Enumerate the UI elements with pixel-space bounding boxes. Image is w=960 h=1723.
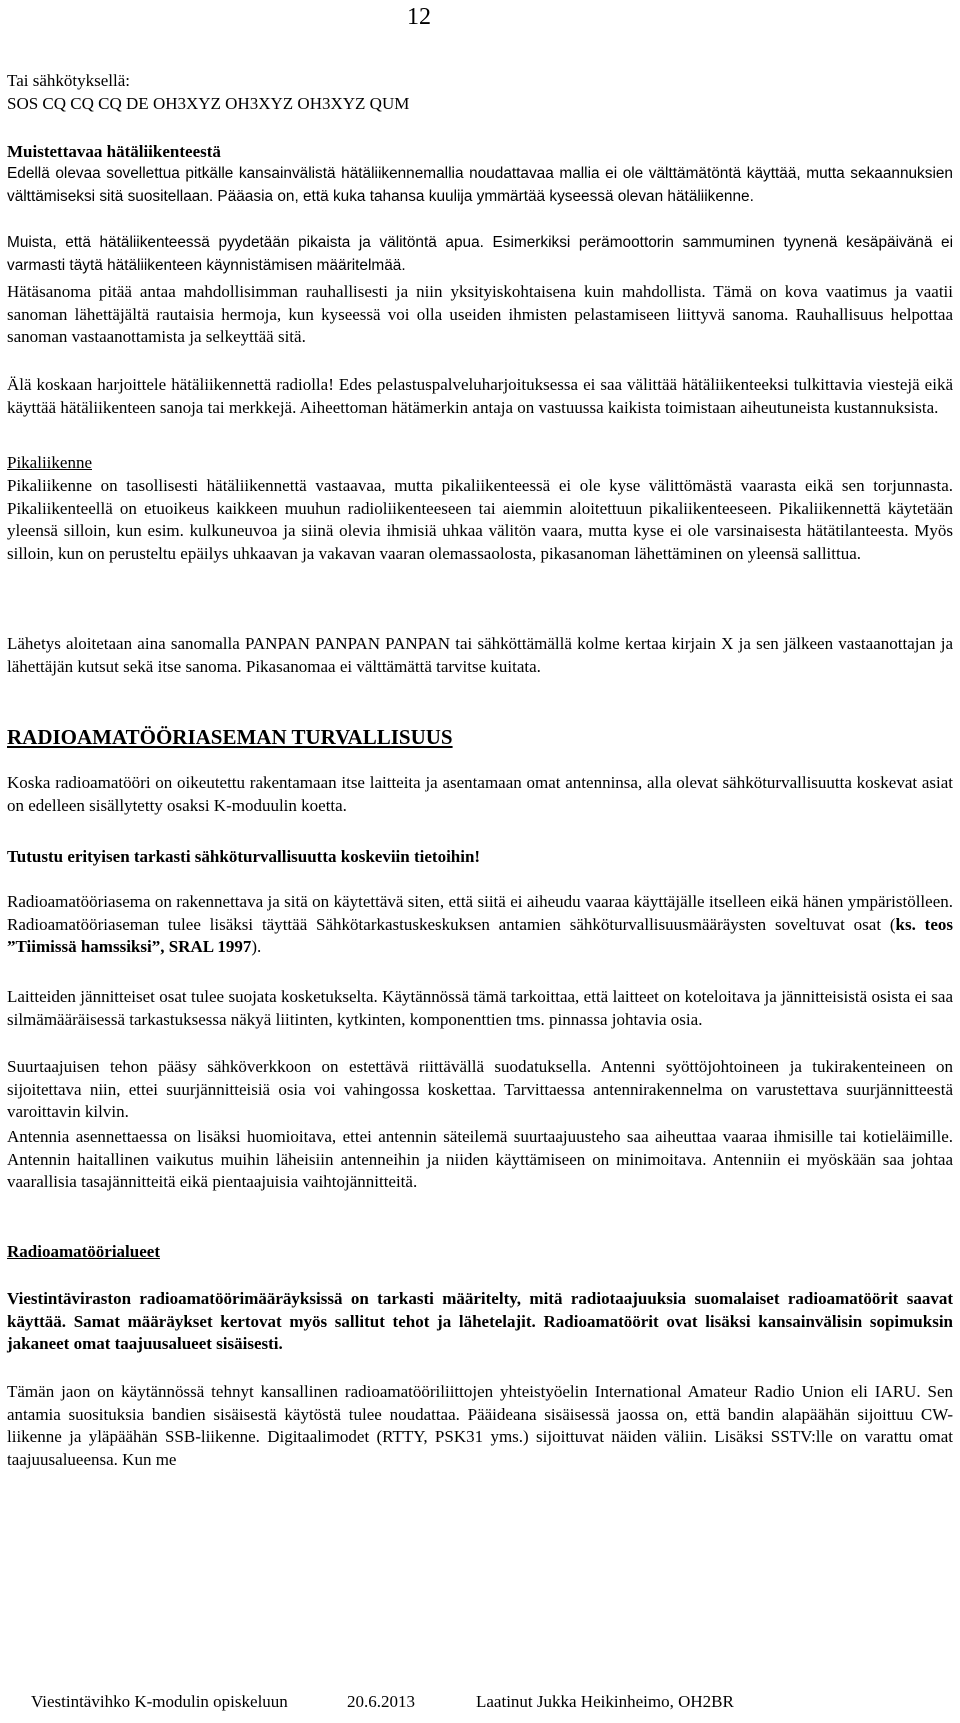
section-heading-pikaliikenne: Pikaliikenne: [7, 453, 92, 472]
paragraph: Suurtaajuisen tehon pääsy sähköverkkoon on estettävä riittävällä suodatuksella. Antenni syöttöjohtoineen ja tukirakenteineen on sijoitettava niin, ettei suurjännitteisiä osia voi vahingossa koskettaa. Tarvittaessa antennirakennelma on varustettava suurjännitteestä varoittavin kilvin.: [7, 1057, 953, 1122]
paragraph: Tämän jaon on käytännössä tehnyt kansallinen radioamatööriliittojen yhteistyöelin International Amateur Radio Union eli IARU. Sen antamia suosituksia bandien sisäisestä käytöstä tulee noudattaa. Pääideana sisäisessä jaossa on, että bandin alapäähän sijoittuu CW-liikenne ja yläpäähän SSB-liikenne. Digitaalimodet (RTTY, PSK31 yms.) sijoittuvat näiden väliin. Lisäksi SSTV:lle on varattu omat taajuusalueensa. Kun me: [7, 1382, 953, 1469]
paragraph: Antennia asennettaessa on lisäksi huomioitava, ettei antennin säteilemä suurtaajuusteho saa aiheuttaa vaaraa ihmisille tai kotieläimille. Antennin haitallinen vaikutus muihin läheisiin antenneihin ja niiden käyttämiseen on minimoitava. Antenniin ei myöskään saa johtaa vaarallisia tasajännitteitä eikä pientaajuisia vaihtojännitteitä.: [7, 1127, 953, 1192]
bold-paragraph: Viestintäviraston radioamatöörimääräyksissä on tarkasti määritelty, mitä radiotaajuuksia suomalaiset radioamatöörit saavat käyttää. Samat määräykset kertovat myös sallitut tehot ja lähetelajit. Radioamatöörit ovat lisäksi kansainvälisin sopimuksin jakaneet omat taajuusalueet sisäisesti.: [7, 1289, 953, 1354]
section-heading-turvallisuus: RADIOAMATÖÖRIASEMAN TURVALLISUUS: [7, 725, 453, 749]
intro-line-1: Tai sähkötyksellä:: [7, 71, 130, 90]
paragraph: Muista, että hätäliikenteessä pyydetään pikaista ja välitöntä apua. Esimerkiksi perämoottorin sammuminen tyynenä kesäpäivänä ei varmasti täytä hätäliikenteen käynnistämisen määritelmää.: [7, 234, 953, 274]
paragraph: [7, 891, 953, 959]
page-number: 12: [407, 4, 431, 30]
footer-title: Viestintävihko K-modulin opiskeluun: [31, 1692, 288, 1711]
intro-sos-line: SOS CQ CQ CQ DE OH3XYZ OH3XYZ OH3XYZ QUM: [7, 94, 410, 113]
bold-notice: Tutustu erityisen tarkasti sähköturvallisuutta koskeviin tietoihin!: [7, 847, 481, 866]
section-heading-muistettavaa: Muistettavaa hätäliikenteestä: [7, 142, 221, 161]
paragraph: Älä koskaan harjoittele hätäliikennettä radiolla! Edes pelastuspalveluharjoituksessa ei saa välittää hätäliikenteeksi tulkittavia viestejä eikä käyttää hätäliikenteen sanoja tai merkkejä. Aiheettoman hätämerkin antaja on vastuussa kaikista toimistaan aiheutuneista kustannuksista.: [7, 375, 953, 417]
footer-author: Laatinut Jukka Heikinheimo, OH2BR: [476, 1692, 734, 1711]
reference-bold: ks. teos ”Tiimissä hamssiksi”, SRAL 1997: [7, 914, 953, 957]
section-heading-alueet: Radioamatöörialueet: [7, 1242, 160, 1261]
paragraph: Lähetys aloitetaan aina sanomalla PANPAN PANPAN PANPAN tai sähköttämällä kolme kertaa kirjain X ja sen jälkeen vastaanottajan ja lähettäjän kutsut sekä itse sanoma. Pikasanomaa ei välttämättä tarvitse kuitata.: [7, 634, 953, 676]
paragraph: Laitteiden jännitteiset osat tulee suojata kosketukselta. Käytännössä tämä tarkoittaa, että laitteet on koteloitava ja jännitteisistä osista ei saa silmämääräisessä tarkastuksessa näkyä liitinten, kytkinten, komponenttien tms. pinnassa johtavia osia.: [7, 987, 953, 1029]
paragraph-text: ).: [251, 937, 262, 957]
footer-date: 20.6.2013: [347, 1692, 415, 1711]
paragraph-text: Radioamatööriasema on rakennettava ja sitä on käytettävä siten, että siitä ei aiheudu vaaraa käyttäjälle itselleen eikä hänen ympäristölleen. Radioamatööriaseman tulee lisäksi täyttää Sähkötarkastuskeskuksen antamien sähköturvallisuusmääräysten soveltuvat osat (: [7, 892, 953, 934]
paragraph: Hätäsanoma pitää antaa mahdollisimman rauhallisesti ja niin yksityiskohtaisena kuin mahdollista. Tämä on kova vaatimus ja vaatii sanoman lähettäjältä rautaisia hermoja, kun kyseessä voi olla useiden ihmisten pelastamiseen liittyvä sanoma. Rauhallisuus helpottaa sanoman vastaanottamista ja selkeyttää sitä.: [7, 282, 953, 347]
paragraph: Pikaliikenne on tasollisesti hätäliikennettä vastaavaa, mutta pikaliikenteessä ei ole kyse välittömästä vaarasta eikä sen torjunnasta. Pikaliikenteellä on etuoikeus kaikkeen muuhun radioliikenteeseen tai aiemmin aloitettuun pikaliikenteeseen. Pikaliikennettä käytetään yleensä silloin, kun esim. kulkuneuvoa ja siinä olevia ihmisiä uhkaa välitön vaara, mutta kyse ei ole varsinaisesta hätätilanteesta. Myös silloin, kun on perusteltu epäilys uhkaavan ja vakavan vaaran olemassaolosta, pikasanoman lähettäminen on yleensä sallittua.: [7, 476, 953, 563]
paragraph: Koska radioamatööri on oikeutettu rakentamaan itse laitteita ja asentamaan omat antenninsa, alla olevat sähköturvallisuutta koskevat asiat on edelleen sisällytetty osaksi K-moduulin koetta.: [7, 773, 953, 815]
paragraph: Edellä olevaa sovellettua pitkälle kansainvälistä hätäliikennemallia noudattavaa mallia ei ole välttämätöntä käyttää, mutta sekaannuksien välttämiseksi sitä suositellaan. Pääasia on, että kuka tahansa kuulija ymmärtää kyseessä olevan hätäliikenne.: [7, 165, 953, 205]
